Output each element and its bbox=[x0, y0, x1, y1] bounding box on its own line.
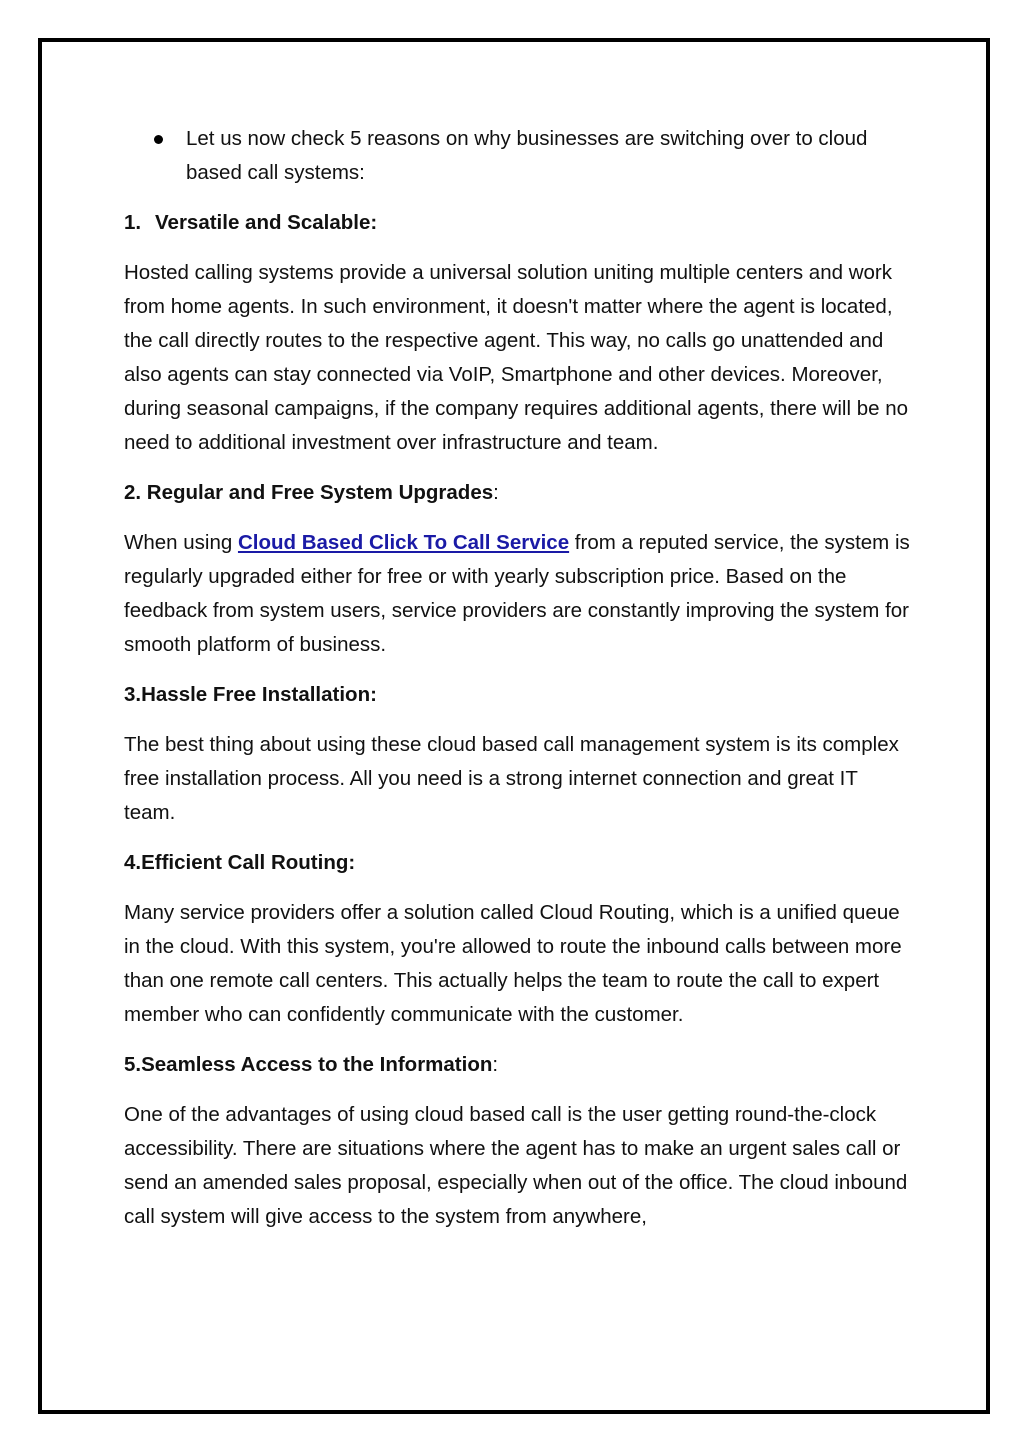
section-2-title: 2. Regular and Free System Upgrades bbox=[124, 481, 494, 504]
section-2-body-start: When using bbox=[124, 531, 238, 554]
section-5-heading bbox=[124, 1048, 914, 1082]
section-5-body: One of the advantages of using cloud based call is the user getting round-the-clock accessibility. There are situations where the agent has to make an urgent sales call or send an amended sales proposal, especially when out of the office. The cloud inbound call system will give access to the system from anywhere, bbox=[124, 1103, 908, 1228]
section-2-body-end: from a reputed service, the system is regularly upgraded either for free or with yearly subscription price. Based on the feedback from system users, service providers are constantly improving the system for smooth platform of business. bbox=[124, 531, 910, 656]
intro-text: Let us now check 5 reasons on why businesses are switching over to cloud based call systems: bbox=[186, 127, 868, 184]
section-1-number: 1. bbox=[124, 211, 142, 234]
intro-bullet bbox=[124, 122, 914, 190]
section-3-body: The best thing about using these cloud based call management system is its complex free installation process. All you need is a strong internet connection and great IT team. bbox=[124, 733, 899, 824]
cloud-click-to-call-link[interactable]: Cloud Based Click To Call Service bbox=[237, 531, 570, 554]
document-body bbox=[124, 122, 914, 1250]
section-1-body: Hosted calling systems provide a universal solution uniting multiple centers and work from home agents. In such environment, it doesn't matter where the agent is located, the call directly routes to the respective agent. This way, no calls go unattended and also agents can stay connected via VoIP, Smartphone and other devices. Moreover, during seasonal campaigns, if the company requires additional agents, there will be no need to additional investment over infrastructure and team. bbox=[124, 261, 909, 454]
section-4-title: 4.Efficient Call Routing: bbox=[124, 851, 356, 874]
section-2-heading bbox=[124, 476, 914, 510]
section-1-title: Versatile and Scalable: bbox=[155, 211, 378, 234]
section-5-title: 5.Seamless Access to the Information bbox=[124, 1053, 493, 1076]
section-1-heading bbox=[124, 206, 914, 240]
section-5-colon: : bbox=[492, 1053, 499, 1076]
section-3-title: 3.Hassle Free Installation: bbox=[124, 683, 377, 706]
section-4-body: Many service providers offer a solution called Cloud Routing, which is a unified queue in the cloud. With this system, you're allowed to route the inbound calls between more than one remote call centers. This actually helps the team to route the call to expert member who can confidently communicate with the customer. bbox=[124, 901, 902, 1026]
section-4-heading bbox=[124, 846, 914, 880]
section-2-colon: : bbox=[493, 481, 499, 504]
bullet-icon bbox=[154, 135, 163, 144]
section-3-heading bbox=[124, 678, 914, 712]
section-2-body bbox=[124, 526, 914, 662]
